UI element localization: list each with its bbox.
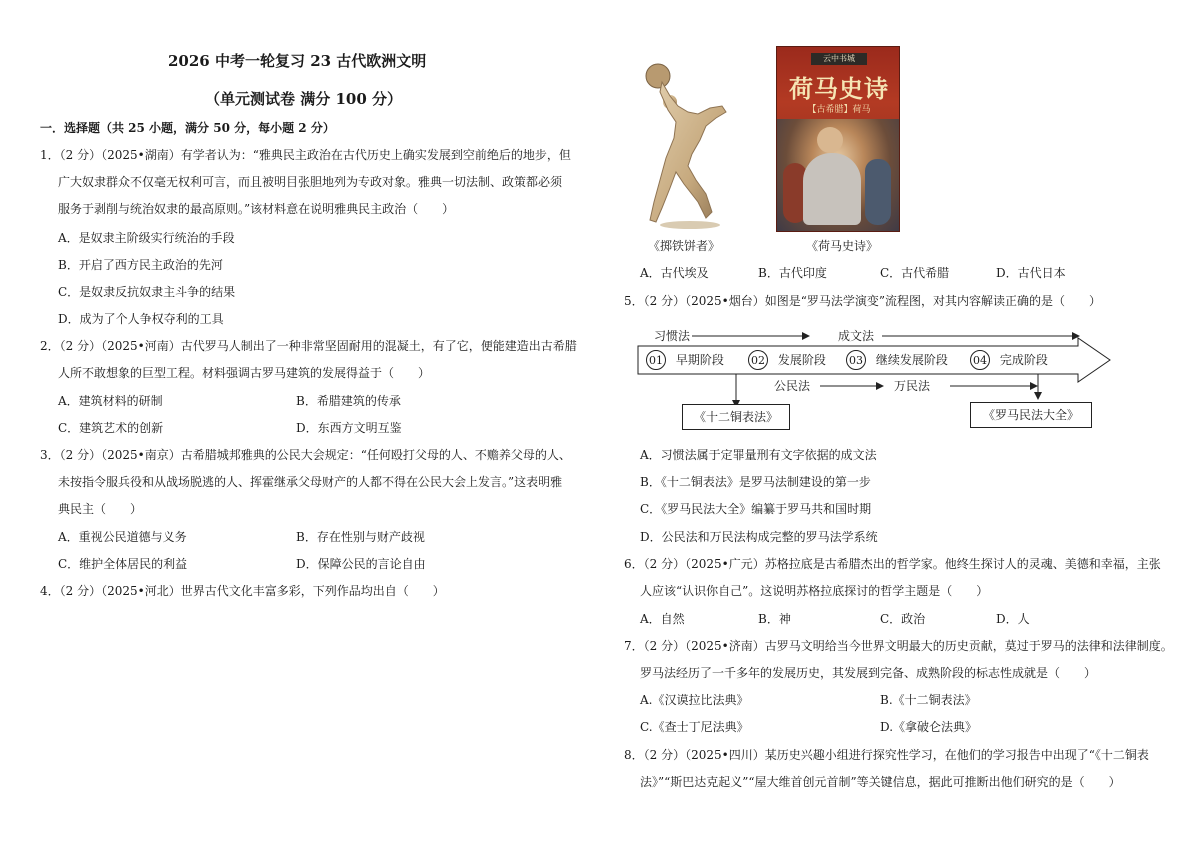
q8-line-2: 法》”“斯巴达克起义”“屋大维首创元首制”等关键信息，据此可推断出他们研究的是（ ） — [640, 775, 1121, 789]
page-title: 2026 中考一轮复习 23 古代欧洲文明 — [168, 52, 427, 70]
stage-1-number: 01 — [646, 350, 666, 370]
q7-line-2: 罗马法经历了一千多年的发展历史，其发展到完备、成熟阶段的标志性成就是（ ） — [640, 666, 1097, 680]
label-civil-law: 公民法 — [774, 379, 811, 393]
q1-option-c: C．是奴隶反抗奴隶主斗争的结果 — [58, 285, 236, 299]
q4-option-a: A．古代埃及 — [640, 266, 709, 280]
q8-line-1: 8．（2 分）（2025•四川）某历史兴趣小组进行探究性学习，在他们的学习报告中出现了“《十二铜表 — [624, 748, 1149, 762]
book-publisher-badge: 云中书城 — [811, 53, 867, 65]
q5-line-1: 5．（2 分）（2025•烟台）如图是“罗马法学演变”流程图，对其内容解读正确的是（ ） — [624, 294, 1101, 308]
stage-1 — [646, 350, 724, 370]
q1-line-1: 1．（2 分）（2025•湖南）有学者认为：“雅典民主政治在古代历史上确实发展到空前绝后的地步，但 — [40, 148, 571, 162]
q3-line-1: 3．（2 分）（2025•南京）古希腊城邦雅典的公民大会规定：“任何殴打父母的人、不赡养父母的人、 — [40, 448, 571, 462]
stage-2-label: 发展阶段 — [777, 353, 826, 367]
stage-4 — [970, 350, 1048, 370]
q4-option-d: D．古代日本 — [996, 266, 1066, 280]
q3-line-3: 典民主（ ） — [58, 502, 143, 516]
box-corpus-juris-civilis: 《罗马民法大全》 — [970, 402, 1092, 428]
q6-line-1: 6．（2 分）（2025•广元）苏格拉底是古希腊杰出的哲学家。他终生探讨人的灵魂、美德和幸福，主张 — [624, 557, 1161, 571]
q6-option-c: C．政治 — [880, 612, 926, 626]
q7-option-c: C.《查士丁尼法典》 — [640, 720, 749, 734]
stage-1-label: 早期阶段 — [675, 353, 724, 367]
q2-line-1: 2．（2 分）（2025•河南）古代罗马人制出了一种非常坚固耐用的混凝土，有了它，便能建造出古希腊 — [40, 339, 577, 353]
stage-3-label: 继续发展阶段 — [875, 353, 948, 367]
book-cover-title: 荷马史诗 — [789, 74, 889, 103]
page-subtitle: （单元测试卷 满分 100 分） — [205, 90, 402, 108]
q2-option-b: B．希腊建筑的传承 — [296, 394, 401, 408]
roman-law-flow-diagram — [632, 320, 1122, 440]
caption-discobolus: 《掷铁饼者》 — [648, 239, 721, 253]
q7-line-1: 7．（2 分）（2025•济南）古罗马文明给当今世界文明最大的历史贡献，莫过于罗马的法律和法律制度。 — [624, 639, 1173, 653]
q7-option-b: B.《十二铜表法》 — [880, 693, 977, 707]
q3-line-2: 未按指令服兵役和从战场脱逃的人、挥霍继承父母财产的人都不得在公民大会上发言。”这表明雅 — [58, 475, 563, 489]
stage-3-number: 03 — [846, 350, 866, 370]
q1-option-d: D．成为了个人争权夺利的工具 — [58, 312, 224, 326]
q4-option-c: C．古代希腊 — [880, 266, 950, 280]
q5-option-a: A．习惯法属于定罪量刑有文字依据的成文法 — [640, 448, 877, 462]
discobolus-statue-image — [640, 62, 740, 232]
book-cover-author: 【古希腊】荷马 — [807, 105, 871, 115]
q2-option-a: A．建筑材料的研制 — [58, 394, 163, 408]
q2-option-c: C．建筑艺术的创新 — [58, 421, 164, 435]
stage-4-label: 完成阶段 — [999, 353, 1048, 367]
q1-line-2: 广大奴隶群众不仅毫无权利可言，而且被明目张胆地列为专政对象。雅典一切法制、政策都必须 — [58, 175, 563, 189]
q5-option-b: B．《十二铜表法》是罗马法制建设的第一步 — [640, 475, 871, 489]
q3-option-a: A．重视公民道德与义务 — [58, 530, 187, 544]
stage-2 — [748, 350, 826, 370]
stage-2-number: 02 — [748, 350, 768, 370]
q5-option-d: D．公民法和万民法构成完整的罗马法学系统 — [640, 530, 878, 544]
book-cover-painting — [777, 119, 899, 231]
label-law-of-nations: 万民法 — [894, 379, 931, 393]
section-heading: 一．选择题（共 25 小题，满分 50 分，每小题 2 分） — [40, 121, 335, 135]
q6-option-b: B．神 — [758, 612, 791, 626]
label-written-law: 成文法 — [838, 329, 875, 343]
stage-3 — [846, 350, 948, 370]
q2-line-2: 人所不敢想象的巨型工程。材料强调古罗马建筑的发展得益于（ ） — [58, 366, 431, 380]
q1-option-b: B．开启了西方民主政治的先河 — [58, 258, 223, 272]
q7-option-d: D.《拿破仑法典》 — [880, 720, 978, 734]
q3-option-b: B．存在性别与财产歧视 — [296, 530, 425, 544]
q4-option-b: B．古代印度 — [758, 266, 827, 280]
q2-option-d: D．东西方文明互鉴 — [296, 421, 402, 435]
label-customary-law: 习惯法 — [654, 329, 691, 343]
q5-option-c: C．《罗马民法大全》编纂于罗马共和国时期 — [640, 502, 872, 516]
q3-option-d: D．保障公民的言论自由 — [296, 557, 426, 571]
q7-option-a: A.《汉谟拉比法典》 — [640, 693, 749, 707]
q1-option-a: A．是奴隶主阶级实行统治的手段 — [58, 231, 235, 245]
homer-epic-book-cover — [776, 46, 900, 232]
box-twelve-tables: 《十二铜表法》 — [682, 404, 790, 430]
stage-4-number: 04 — [970, 350, 990, 370]
q4-line-1: 4．（2 分）（2025•河北）世界古代文化丰富多彩，下列作品均出自（ ） — [40, 584, 445, 598]
caption-homer-epic: 《荷马史诗》 — [806, 239, 879, 253]
q6-option-d: D．人 — [996, 612, 1030, 626]
q6-line-2: 人应该“认识你自己”。这说明苏格拉底探讨的哲学主题是（ ） — [640, 584, 989, 598]
q6-option-a: A．自然 — [640, 612, 685, 626]
q3-option-c: C．维护全体居民的利益 — [58, 557, 188, 571]
q1-line-3: 服务于剥削与统治奴隶的最高原则。”该材料意在说明雅典民主政治（ ） — [58, 202, 455, 216]
